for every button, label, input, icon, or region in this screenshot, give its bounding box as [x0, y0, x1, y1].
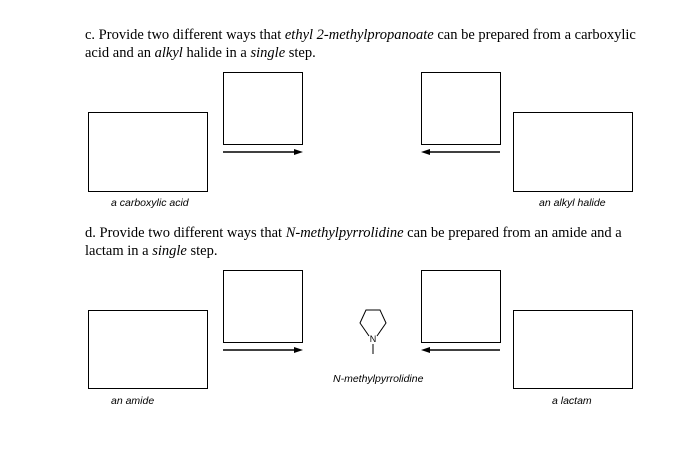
alkyl-halide-label: an alkyl halide: [539, 197, 606, 209]
left-arrow-c: [421, 149, 500, 155]
amide-label: an amide: [111, 395, 155, 407]
product-label: N-methylpyrrolidine: [333, 373, 424, 385]
carboxylic-acid-label: a carboxylic acid: [111, 197, 189, 209]
right-arrow-d: [223, 347, 303, 353]
nitrogen-atom-label: N: [369, 334, 377, 344]
left-arrow-d: [421, 347, 500, 353]
right-arrow-c: [223, 149, 303, 155]
lactam-label: a lactam: [552, 395, 592, 407]
question-d-text: d. Provide two different ways that N-methylpyrrolidine can be prepared from an amide and a lactam in a single step.: [85, 225, 622, 259]
pyrrolidine-ring-bonds: [360, 310, 386, 336]
n-methylpyrrolidine-structure: [360, 310, 386, 354]
question-c-text: c. Provide two different ways that ethyl 2-methylpropanoate can be prepared from a carboxylic acid and an alkyl halide in a single step.: [85, 27, 636, 61]
